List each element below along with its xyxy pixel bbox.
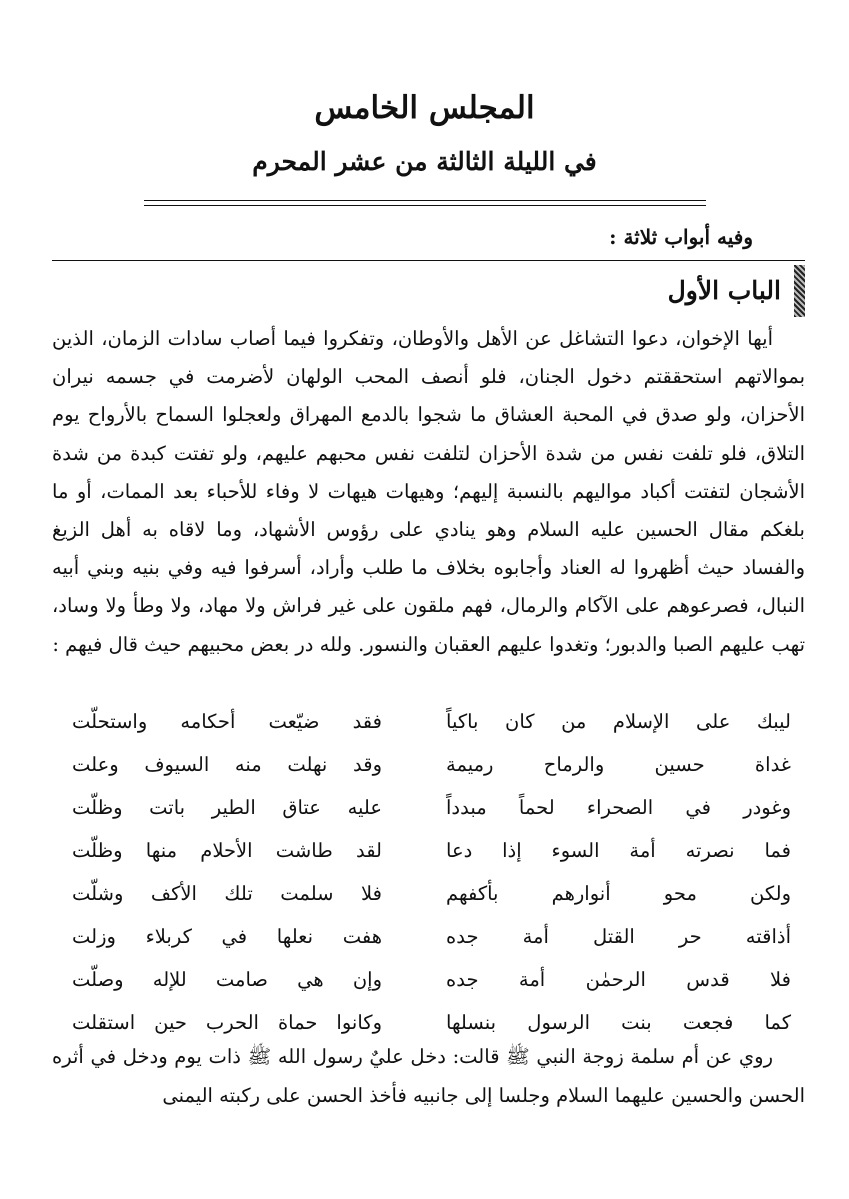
verse-first-hemistich: فما نصرته أمة السوء إذا دعا (446, 839, 791, 862)
verse-second-hemistich: وإن هي صامت للإله وصلّت (72, 968, 382, 991)
title-divider-top (144, 200, 706, 201)
section-heading: الباب الأول (667, 276, 781, 305)
verse-second-hemistich: لقد طاشت الأحلام منها وظلّت (72, 839, 382, 862)
poem-verse (72, 915, 791, 958)
section-heading-block (635, 265, 805, 317)
poem-verse (72, 786, 791, 829)
verse-first-hemistich: غداة حسين والرماح رميمة (446, 753, 791, 776)
poem-verse (72, 700, 791, 743)
poem (72, 700, 791, 1044)
poem-verse (72, 958, 791, 1001)
poem-verse (72, 872, 791, 915)
intro-line: وفيه أبواب ثلاثة : (609, 225, 753, 249)
verse-second-hemistich: فقد ضيّعت أحكامه واستحلّت (72, 710, 382, 733)
verse-second-hemistich: هفت نعلها في كربلاء وزلت (72, 925, 382, 948)
title-divider-bottom (144, 205, 706, 206)
body-paragraph: أيها الإخوان، دعوا التشاغل عن الأهل والأوطان، وتفكروا فيما أصاب سادات الزمان، الذين بموالاتهم استحققتم دخول الجنان، فلو أنصف المحب الولهان لأضرمت في جسمه نيران الأحزان، ولو صدق في المحبة العشاق ما شجوا بالدمع المهراق ولعجلوا السماح بالأرواح يوم التلاق، فلو تلفت نفس من شدة الأحزان لتلفت نفس محبهم عليهم، ولو تفتت كبدة من شدة الأشجان لتفتت أكباد مواليهم بالنسبة إليهم؛ وهيهات هيهات لا وفاء للأحباء بعد الممات، أو ما بلغكم مقال الحسين عليه السلام وهو ينادي على رؤوس الأشهاد، وما لاقاه به أهل الزيغ والفساد حيث أظهروا له العناد وأجابوه بخلاف ما طلب وأراد، أسرفوا فيه وفي بنيه وبني أبيه النبال، فصرعوهم على الآكام والرمال، فهم ملقون على غير فراش ولا مهاد، ولا وطأ ولا وساد، تهب عليهم الصبا والدبور؛ وتغدوا عليهم العقبان والنسور. ولله در بعض محبيهم حيث قال فيهم : (52, 327, 805, 656)
verse-first-hemistich: كما فجعت بنت الرسول بنسلها (446, 1011, 791, 1034)
chapter-title: المجلس الخامس (314, 90, 535, 126)
section-marker-bar (794, 265, 805, 317)
verse-first-hemistich: فلا قدس الرحمٰن أمة جده (446, 968, 791, 991)
poem-verse (72, 743, 791, 786)
body-text (52, 320, 805, 664)
verse-second-hemistich: وكانوا حماة الحرب حين استقلت (72, 1011, 382, 1034)
closing-paragraph: روي عن أم سلمة زوجة النبي ﷺ قالت: دخل عليٌ رسول الله ﷺ ذات يوم ودخل في أثره الحسن والحسين عليهما السلام وجلسا إلى جانبيه فأخذ الحسن على ركبته اليمنى (52, 1045, 805, 1107)
verse-first-hemistich: ليبك على الإسلام من كان باكياً (446, 710, 791, 733)
verse-first-hemistich: ولكن محو أنوارهم بأكفهم (446, 882, 791, 905)
verse-first-hemistich: وغودر في الصحراء لحماً مبدداً (446, 796, 791, 819)
section-divider (52, 260, 805, 261)
closing-text (52, 1038, 805, 1115)
verse-second-hemistich: وقد نهلت منه السيوف وعلت (72, 753, 382, 776)
poem-verse (72, 829, 791, 872)
verse-second-hemistich: فلا سلمت تلك الأكف وشلّت (72, 882, 382, 905)
chapter-subtitle: في الليلة الثالثة من عشر المحرم (252, 147, 597, 176)
verse-second-hemistich: عليه عتاق الطير باتت وظلّت (72, 796, 382, 819)
verse-first-hemistich: أذاقته حر القتل أمة جده (446, 925, 791, 948)
